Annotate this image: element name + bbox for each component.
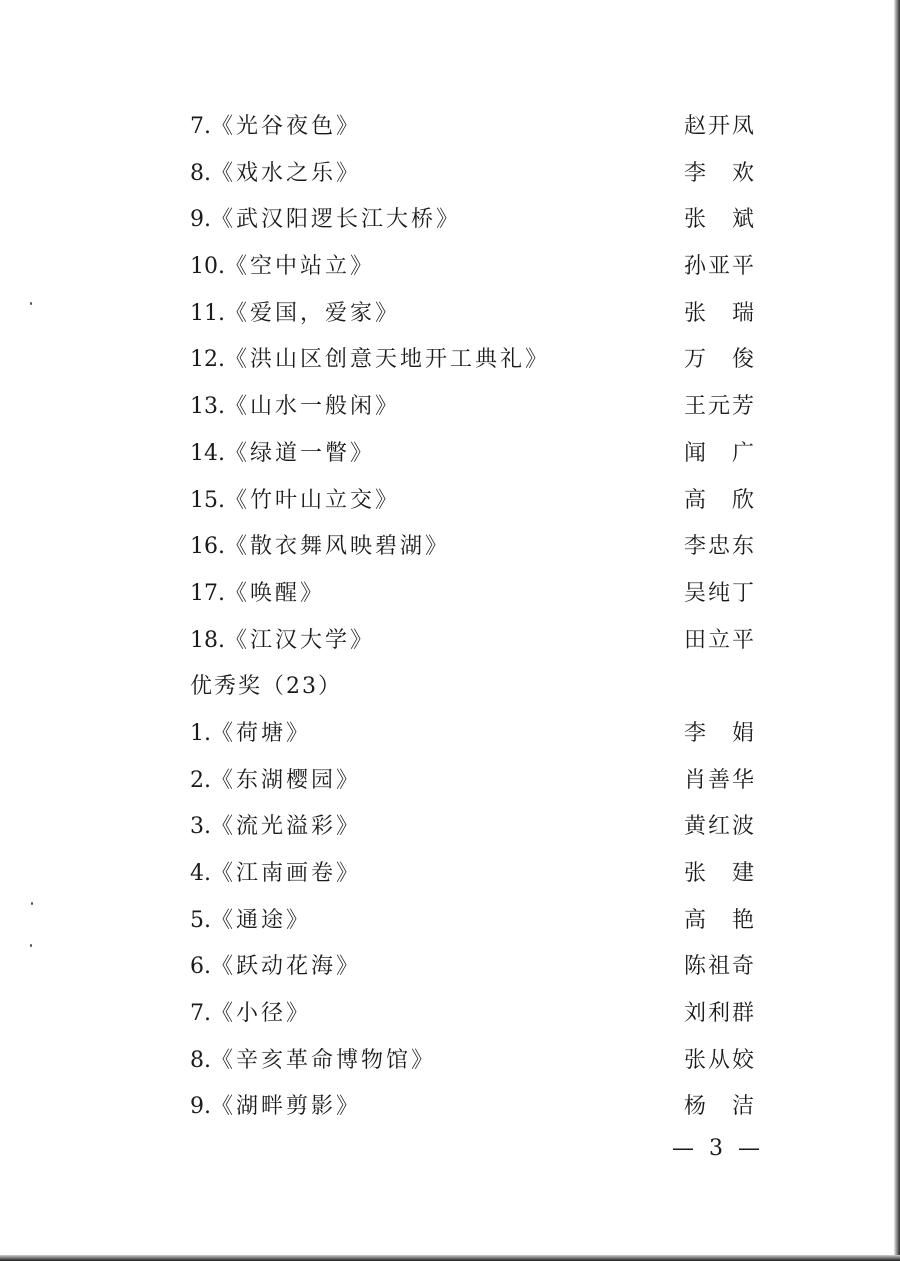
list-item xyxy=(190,944,760,991)
list-item xyxy=(190,524,760,571)
item-number: 12. xyxy=(190,347,225,373)
item-number: 2. xyxy=(190,767,211,793)
work-title: 《东湖樱园》 xyxy=(211,767,362,793)
list-item xyxy=(190,244,760,291)
author-name: 李忠东 xyxy=(683,534,756,560)
list-item xyxy=(190,1038,760,1085)
list-item xyxy=(190,898,760,945)
item-number: 17. xyxy=(190,580,225,606)
scan-speck xyxy=(30,944,32,947)
item-number: 7. xyxy=(190,114,211,139)
work-title: 《唤醒》 xyxy=(225,580,326,606)
author-name: 陈祖奇 xyxy=(683,954,756,980)
author-name: 高 艳 xyxy=(683,907,756,933)
list-item xyxy=(190,104,760,151)
author-name: 杨 洁 xyxy=(683,1094,756,1120)
item-number: 1. xyxy=(190,720,211,746)
item-number: 9. xyxy=(190,207,211,233)
item-number: 8. xyxy=(190,160,211,186)
author-name: 张 瑞 xyxy=(683,300,756,326)
list-item xyxy=(190,711,760,758)
work-title: 《武汉阳逻长江大桥》 xyxy=(211,207,462,233)
list-item xyxy=(190,197,760,244)
list-item xyxy=(190,151,760,198)
work-title: 《光谷夜色》 xyxy=(211,114,362,139)
list-item xyxy=(190,804,760,851)
item-number: 6. xyxy=(190,954,211,980)
section-heading: 优秀奖（23） xyxy=(190,674,342,700)
page-number: — 3 — xyxy=(672,1136,764,1161)
list-item xyxy=(190,384,760,431)
author-name: 李 欢 xyxy=(683,160,756,186)
author-name: 孙亚平 xyxy=(683,254,756,280)
work-title: 《通途》 xyxy=(211,907,312,933)
work-title: 《散衣舞风映碧湖》 xyxy=(225,534,451,560)
work-title: 《荷塘》 xyxy=(211,720,312,746)
work-title: 《绿道一瞥》 xyxy=(225,440,376,466)
work-title: 《空中站立》 xyxy=(225,254,376,280)
list-item xyxy=(190,337,760,384)
author-name: 黄红波 xyxy=(683,814,756,840)
list-item xyxy=(190,571,760,618)
item-number: 13. xyxy=(190,394,225,420)
item-number: 15. xyxy=(190,487,225,513)
author-name: 张 建 xyxy=(683,861,756,886)
list-item xyxy=(190,478,760,525)
item-number: 10. xyxy=(190,254,225,280)
author-name: 赵开凤 xyxy=(683,114,756,139)
scan-edge-bottom xyxy=(0,1255,900,1261)
list-item xyxy=(190,618,760,665)
item-number: 9. xyxy=(190,1094,211,1120)
work-title: 《辛亥革命博物馆》 xyxy=(211,1047,437,1073)
work-title: 《小径》 xyxy=(211,1001,312,1027)
author-name: 高 欣 xyxy=(683,487,756,513)
item-number: 16. xyxy=(190,534,225,560)
work-title: 《爱国，爱家》 xyxy=(225,300,401,326)
author-name: 李 娟 xyxy=(683,720,756,746)
author-name: 刘利群 xyxy=(683,1001,756,1027)
scan-speck xyxy=(31,902,33,905)
scan-speck xyxy=(30,302,32,305)
author-name: 张从姣 xyxy=(683,1047,756,1073)
author-name: 王元芳 xyxy=(683,394,756,420)
item-number: 4. xyxy=(190,861,211,886)
work-title: 《流光溢彩》 xyxy=(211,814,362,840)
item-number: 11. xyxy=(190,300,225,326)
item-number: 7. xyxy=(190,1001,211,1027)
work-title: 《湖畔剪影》 xyxy=(211,1094,362,1120)
work-title: 《竹叶山立交》 xyxy=(225,487,401,513)
work-title: 《洪山区创意天地开工典礼》 xyxy=(225,347,551,373)
item-number: 14. xyxy=(190,440,225,466)
list-item xyxy=(190,1084,760,1131)
author-name: 万 俊 xyxy=(683,347,756,373)
author-name: 肖善华 xyxy=(683,767,756,793)
work-title: 《戏水之乐》 xyxy=(211,160,362,186)
work-title: 《江南画卷》 xyxy=(211,861,362,886)
work-title: 《跃动花海》 xyxy=(211,954,362,980)
work-title: 《江汉大学》 xyxy=(225,627,376,653)
list-item xyxy=(190,758,760,805)
work-title: 《山水一般闲》 xyxy=(225,394,401,420)
item-number: 18. xyxy=(190,627,225,653)
author-name: 田立平 xyxy=(683,627,756,653)
scan-edge-right xyxy=(894,0,900,1261)
list-item xyxy=(190,291,760,338)
list-item xyxy=(190,851,760,898)
author-name: 吴纯丁 xyxy=(683,580,756,606)
item-number: 5. xyxy=(190,907,211,933)
list-item xyxy=(190,991,760,1038)
award-list xyxy=(190,104,760,1131)
list-item xyxy=(190,431,760,478)
author-name: 张 斌 xyxy=(683,207,756,233)
item-number: 3. xyxy=(190,814,211,840)
item-number: 8. xyxy=(190,1047,211,1073)
author-name: 闻 广 xyxy=(683,440,756,466)
